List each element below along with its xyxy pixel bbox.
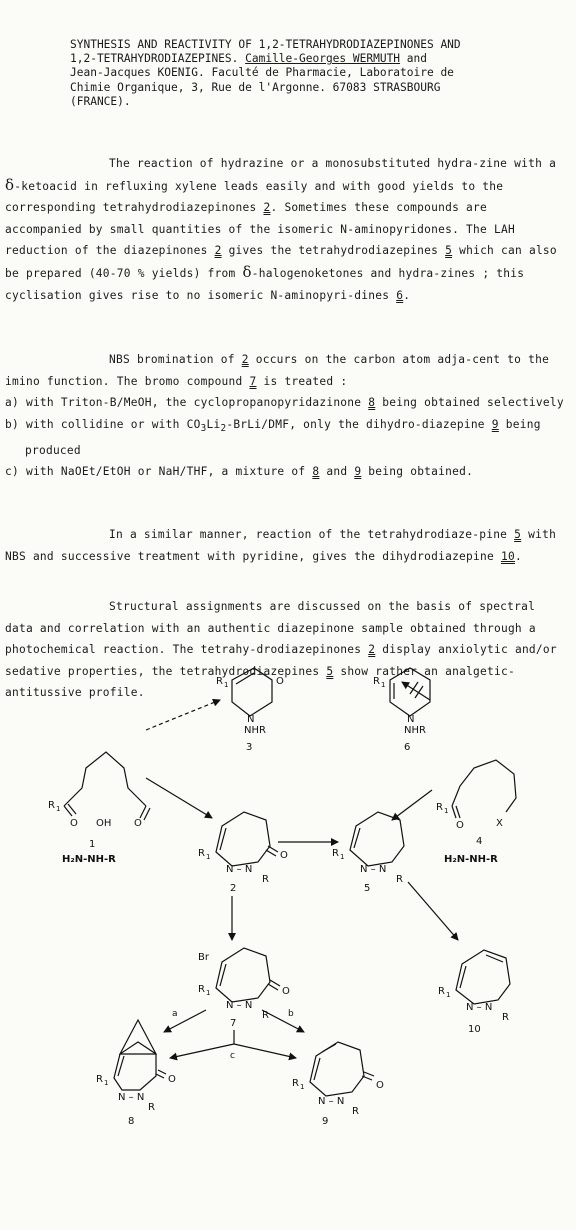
svg-text:O: O bbox=[134, 818, 142, 829]
svg-text:O: O bbox=[456, 820, 464, 831]
compound-8-structure bbox=[114, 1020, 166, 1090]
compound-label-4: 4 bbox=[476, 836, 483, 847]
compound-label-3: 3 bbox=[246, 742, 253, 753]
arrow-5-to-10 bbox=[408, 882, 458, 940]
svg-text:N – N: N – N bbox=[226, 1000, 253, 1011]
compound-ref: 6 bbox=[396, 288, 404, 302]
svg-text:N – N: N – N bbox=[118, 1092, 145, 1103]
paragraph-1: The reaction of hydrazine or a monosubstituted hydra-zine with a δ-ketoacid in refluxing xylene leads easily and with good yields to the corresponding tetrahydrodiazepinones 2. Sometimes these compounds are accompanied by small quantities of the isomeric N-aminopyridones. The LAH reduction of the diazepinones 2 gives the tetrahydrodiazepines 5 which can also be prepared (40-70 % yields) from δ-halogenoketones and hydra-zines ; this cyclisation gives rise to no isomeric N-aminopyri-dines 6. bbox=[5, 157, 557, 302]
delta-symbol: δ bbox=[242, 262, 252, 281]
hydrazine-reagent: H₂N-NH-R bbox=[62, 854, 116, 865]
compound-ref: 10 bbox=[500, 549, 515, 563]
hydrazine-reagent: H₂N-NH-R bbox=[444, 854, 498, 865]
compound-label-6: 6 bbox=[404, 742, 411, 753]
compound-label-9: 9 bbox=[322, 1116, 329, 1127]
affiliation-line-3: (FRANCE). bbox=[70, 94, 131, 108]
svg-text:1: 1 bbox=[340, 853, 345, 861]
svg-text:1: 1 bbox=[206, 853, 211, 861]
compound-9-structure bbox=[310, 1042, 374, 1096]
arrow-4-to-5 bbox=[392, 790, 432, 820]
svg-text:R: R bbox=[332, 848, 339, 859]
compound-ref: 2 bbox=[368, 643, 376, 657]
delta-symbol: δ bbox=[5, 175, 15, 194]
paragraph-3: In a similar manner, reaction of the tetrahydrodiaze-pine 5 with NBS and successive treatment with pyridine, gives the dihydrodiazepine 10. bbox=[5, 528, 557, 563]
svg-text:1: 1 bbox=[300, 1083, 305, 1091]
svg-text:R: R bbox=[373, 676, 380, 687]
svg-text:R: R bbox=[438, 986, 445, 997]
title-line-2: 1,2-TETRAHYDRODIAZEPINES. bbox=[70, 52, 246, 66]
svg-text:R: R bbox=[262, 1010, 269, 1021]
svg-text:1: 1 bbox=[224, 681, 229, 689]
svg-text:O: O bbox=[276, 676, 284, 687]
svg-text:R: R bbox=[198, 848, 205, 859]
compound-1-structure bbox=[64, 752, 150, 820]
svg-text:OH: OH bbox=[96, 818, 112, 829]
compound-label-1: 1 bbox=[89, 839, 96, 850]
svg-text:N – N: N – N bbox=[318, 1096, 345, 1107]
compound-5-structure bbox=[350, 812, 404, 866]
svg-text:O: O bbox=[70, 818, 78, 829]
compound-ref: 2 bbox=[214, 244, 222, 258]
compound-2-structure bbox=[216, 812, 278, 866]
svg-text:R: R bbox=[502, 1012, 509, 1023]
affiliation-line-1: Jean-Jacques KOENIG. Faculté de Pharmacie, Laboratoire de bbox=[70, 66, 454, 80]
list-item-c: c) with NaOEt/EtOH or NaH/THF, a mixture of 8 and 9 being obtained. bbox=[5, 465, 474, 479]
svg-text:1: 1 bbox=[104, 1079, 109, 1087]
compound-label-5: 5 bbox=[364, 883, 371, 894]
paragraph-4: Structural assignments are discussed on the basis of spectral data and correlation with an authentic diazepinone sample obtained through a photochemical reaction. The tetrahy-drodiazepinones 2 display anxiolytic and/or sedative properties, the tetrahydrodiazepines 5 show rather an analgetic-antitussive profile. bbox=[5, 600, 557, 700]
arrow-label-a: a bbox=[172, 1009, 178, 1019]
compound-ref: 7 bbox=[249, 374, 257, 388]
title-line-1: SYNTHESIS AND REACTIVITY OF 1,2-TETRAHYDRODIAZEPINONES AND bbox=[70, 38, 461, 51]
svg-text:X: X bbox=[496, 818, 503, 829]
compound-label-8: 8 bbox=[128, 1116, 135, 1127]
compound-label-2: 2 bbox=[230, 883, 237, 894]
svg-text:N – N: N – N bbox=[360, 864, 387, 875]
svg-text:R: R bbox=[396, 874, 403, 885]
svg-text:O: O bbox=[376, 1080, 384, 1091]
compound-6-structure bbox=[390, 668, 430, 716]
svg-text:N – N: N – N bbox=[466, 1002, 493, 1013]
compound-10-structure bbox=[456, 950, 510, 1004]
svg-text:O: O bbox=[280, 850, 288, 861]
arrow-c-right bbox=[234, 1044, 296, 1058]
svg-text:1: 1 bbox=[446, 991, 451, 999]
arrow-c-left bbox=[170, 1044, 234, 1058]
svg-text:R: R bbox=[292, 1078, 299, 1089]
compound-label-7: 7 bbox=[230, 1018, 237, 1029]
svg-text:R: R bbox=[262, 874, 269, 885]
arrow-label-b: b bbox=[288, 1009, 294, 1019]
svg-text:R: R bbox=[148, 1102, 155, 1113]
compound-3-structure bbox=[232, 668, 272, 716]
svg-text:R: R bbox=[96, 1074, 103, 1085]
compound-ref: 5 bbox=[514, 528, 522, 541]
arrow-1-to-2 bbox=[146, 778, 212, 818]
svg-text:R: R bbox=[352, 1106, 359, 1117]
svg-text:O: O bbox=[282, 986, 290, 997]
compound-ref: 5 bbox=[326, 664, 334, 678]
dashed-arrow-to-3 bbox=[146, 700, 220, 730]
svg-text:R: R bbox=[216, 676, 223, 687]
author-names: Camille-Georges WERMUTH bbox=[245, 52, 401, 66]
svg-text:NHR: NHR bbox=[404, 725, 426, 736]
svg-text:R: R bbox=[48, 800, 55, 811]
compound-ref: 5 bbox=[445, 244, 453, 258]
svg-text:1: 1 bbox=[56, 805, 61, 813]
paragraph-2: NBS bromination of 2 occurs on the carbon atom adja-cent to the imino function. The bromo compound 7 is treated : a) with Triton-B/MeOH, the cyclopropanopyridazinone 8 being obtained selectively b) with collidine or with $CO_3Li_2-BrLi$/DMF, only the dihydro-diazepine 9 being produced c) with NaOEt/EtOH or NaH/THF, a mixture of 8 and 9 being obtained. bbox=[5, 349, 565, 483]
title-line-2-end: and bbox=[400, 52, 427, 66]
list-item-b: b) with collidine or with $CO_3Li_2-BrLi$/DMF, only the dihydro-diazepine 9 being produced bbox=[5, 417, 541, 457]
svg-text:O: O bbox=[168, 1074, 176, 1085]
svg-text:1: 1 bbox=[444, 807, 449, 815]
svg-text:R: R bbox=[436, 802, 443, 813]
svg-text:Br: Br bbox=[198, 952, 209, 963]
affiliation-line-2: Chimie Organique, 3, Rue de l'Argonne. 67083 STRASBOURG bbox=[70, 80, 441, 94]
compound-label-10: 10 bbox=[468, 1024, 481, 1035]
svg-text:1: 1 bbox=[381, 681, 386, 689]
svg-text:R: R bbox=[198, 984, 205, 995]
svg-text:N: N bbox=[407, 714, 415, 725]
arrow-a bbox=[164, 1010, 206, 1032]
compound-ref: 2 bbox=[263, 201, 271, 215]
compound-7-structure bbox=[216, 948, 280, 1002]
list-item-a: a) with Triton-B/MeOH, the cyclopropanopyridazinone 8 being obtained selectively bbox=[5, 396, 564, 410]
svg-text:N: N bbox=[247, 714, 255, 725]
svg-text:N – N: N – N bbox=[226, 864, 253, 875]
compound-4-structure bbox=[452, 760, 516, 818]
svg-text:1: 1 bbox=[206, 989, 211, 997]
arrow-label-c: c bbox=[230, 1051, 235, 1061]
compound-ref: 2 bbox=[241, 353, 249, 366]
svg-text:NHR: NHR bbox=[244, 725, 266, 736]
